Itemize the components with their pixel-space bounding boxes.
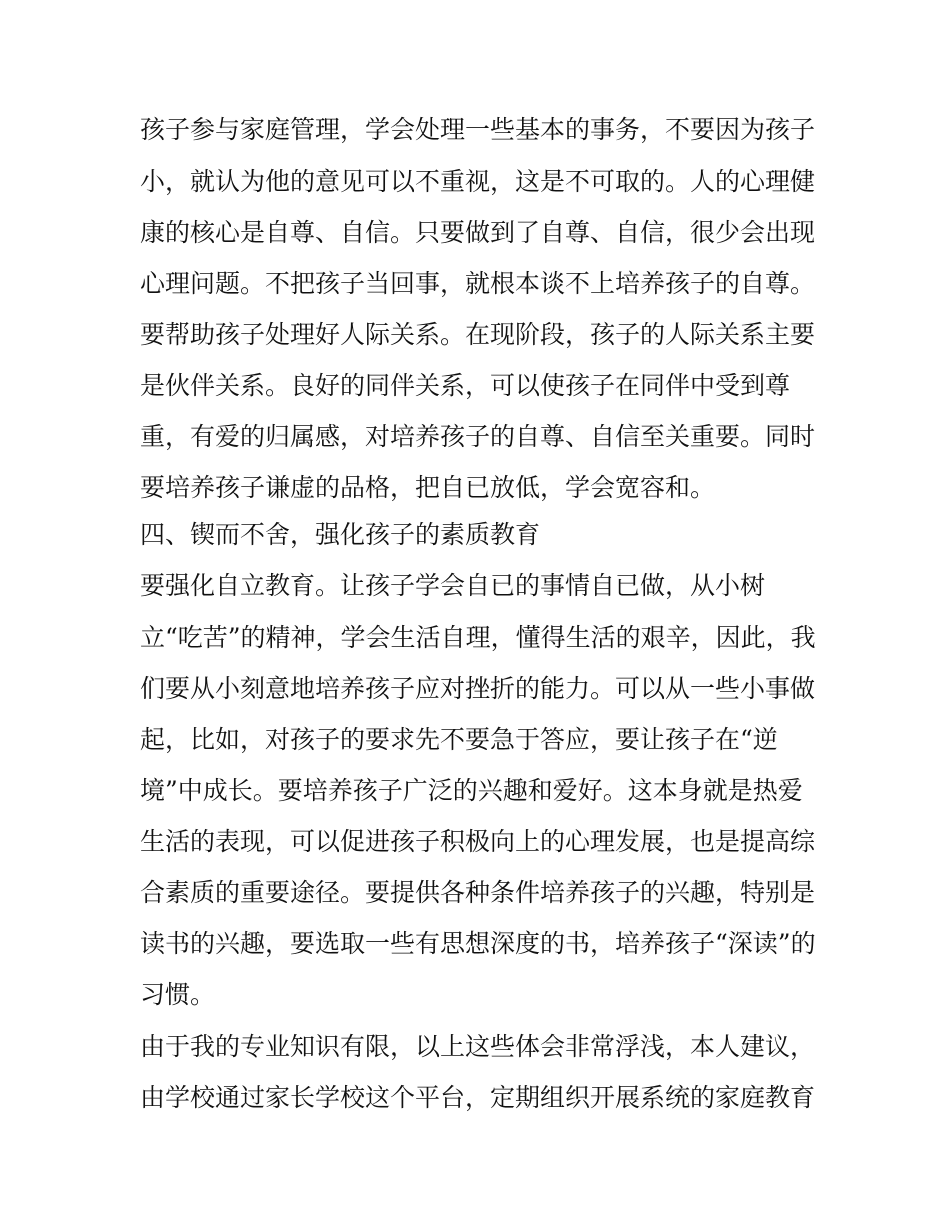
text-line: 是伙伴关系。良好的同伴关系，可以使孩子在同伴中受到尊 bbox=[140, 371, 791, 400]
text-line: 孩子参与家庭管理，学会处理一些基本的事务，不要因为孩子 bbox=[140, 115, 816, 144]
text-line: 由于我的专业知识有限，以上这些体会非常浮浅，本人建议， bbox=[140, 1032, 816, 1061]
text-line: 康的核心是自尊、自信。只要做到了自尊、自信，很少会出现 bbox=[140, 218, 816, 247]
text-line: 要培养孩子谦虚的品格，把自已放低，学会宽容和。 bbox=[140, 473, 716, 502]
text-line: 要强化自立教育。让孩子学会自已的事情自已做，从小树 bbox=[140, 571, 766, 600]
text-line: 立“吃苦”的精神，学会生活自理，懂得生活的艰辛，因此，我 bbox=[140, 623, 816, 652]
text-line: 要帮助孩子处理好人际关系。在现阶段，孩子的人际关系主要 bbox=[140, 320, 816, 349]
text-line: 生活的表现，可以促进孩子积极向上的心理发展，也是提高综 bbox=[140, 827, 816, 856]
text-line: 合素质的重要途径。要提供各种条件培养孩子的兴趣，特别是 bbox=[140, 878, 816, 907]
text-line: 起，比如，对孩子的要求先不要急于答应，要让孩子在“逆 bbox=[140, 725, 778, 754]
text-line: 境”中成长。要培养孩子广泛的兴趣和爱好。这本身就是热爱 bbox=[140, 776, 803, 805]
text-line: 小，就认为他的意见可以不重视，这是不可取的。人的心理健 bbox=[140, 167, 816, 196]
text-line: 们要从小刻意地培养孩子应对挫折的能力。可以从一些小事做 bbox=[140, 674, 816, 703]
text-line: 心理问题。不把孩子当回事，就根本谈不上培养孩子的自尊。 bbox=[140, 269, 816, 298]
text-line: 习惯。 bbox=[140, 980, 216, 1009]
text-line: 读书的兴趣，要选取一些有思想深度的书，培养孩子“深读”的 bbox=[140, 929, 816, 958]
section-heading: 四、锲而不舍，强化孩子的素质教育 bbox=[140, 520, 541, 549]
text-line: 由学校通过家长学校这个平台，定期组织开展系统的家庭教育 bbox=[140, 1083, 816, 1112]
text-line: 重，有爱的归属感，对培养孩子的自尊、自信至关重要。同时 bbox=[140, 422, 816, 451]
